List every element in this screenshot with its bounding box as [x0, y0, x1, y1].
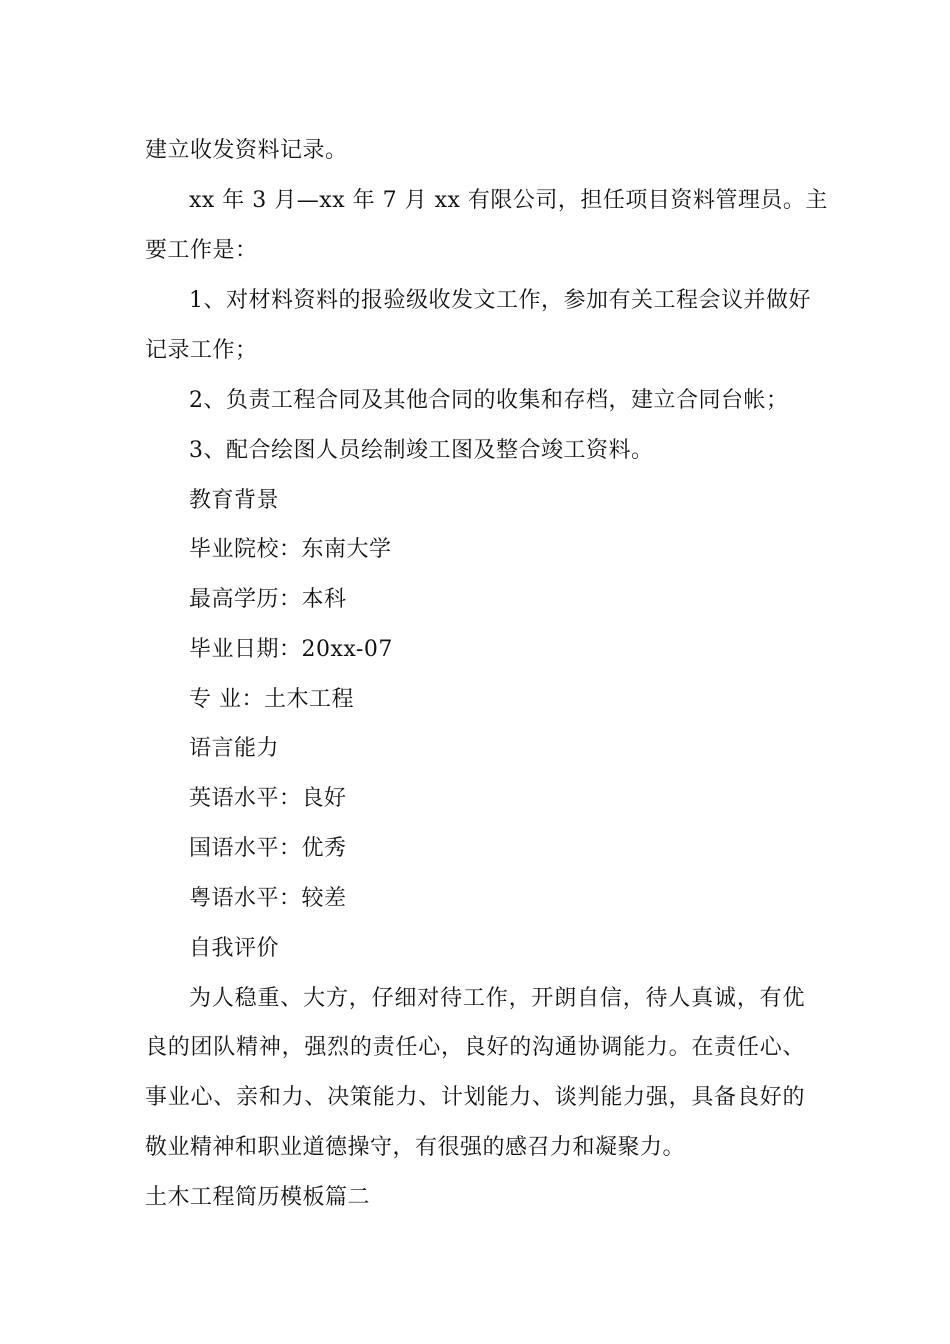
duty-item-2: 2、负责工程合同及其他合同的收集和存档，建立合同台帐；: [189, 388, 789, 413]
highest-degree: 最高学历：本科: [189, 587, 347, 612]
section-heading-language: 语言能力: [189, 736, 280, 761]
paragraph-line: 建立收发资料记录。: [145, 138, 348, 163]
work-experience-line: 要工作是：: [145, 238, 258, 263]
work-experience-line: xx 年 3 月—xx 年 7 月 xx 有限公司，担任项目资料管理员。主: [189, 188, 828, 213]
self-evaluation-line: 为人稳重、大方，仔细对待工作，开朗自信，待人真诚，有优: [189, 986, 805, 1011]
self-evaluation-line: 敬业精神和职业道德操守，有很强的感召力和凝聚力。: [145, 1135, 686, 1160]
duty-item-3: 3、配合绘图人员绘制竣工图及整合竣工资料。: [189, 438, 654, 463]
english-level: 英语水平：良好: [189, 786, 347, 811]
graduation-school: 毕业院校：东南大学: [189, 537, 392, 562]
self-evaluation-line: 良的团队精神，强烈的责任心，良好的沟通协调能力。在责任心、: [145, 1035, 805, 1060]
graduation-date: 毕业日期：20xx-07: [189, 637, 393, 662]
duty-item-1-cont: 记录工作；: [145, 338, 258, 363]
section-heading-education: 教育背景: [189, 488, 280, 513]
section-title-template-two: 土木工程简历模板篇二: [145, 1185, 371, 1210]
section-heading-self-evaluation: 自我评价: [189, 936, 280, 961]
major: 专 业：土木工程: [189, 687, 354, 712]
duty-item-1: 1、对材料资料的报验级收发文工作，参加有关工程会议并做好: [189, 288, 811, 313]
mandarin-level: 国语水平：优秀: [189, 836, 347, 861]
self-evaluation-line: 事业心、亲和力、决策能力、计划能力、谈判能力强，具备良好的: [145, 1085, 805, 1110]
cantonese-level: 粤语水平：较差: [189, 886, 347, 911]
